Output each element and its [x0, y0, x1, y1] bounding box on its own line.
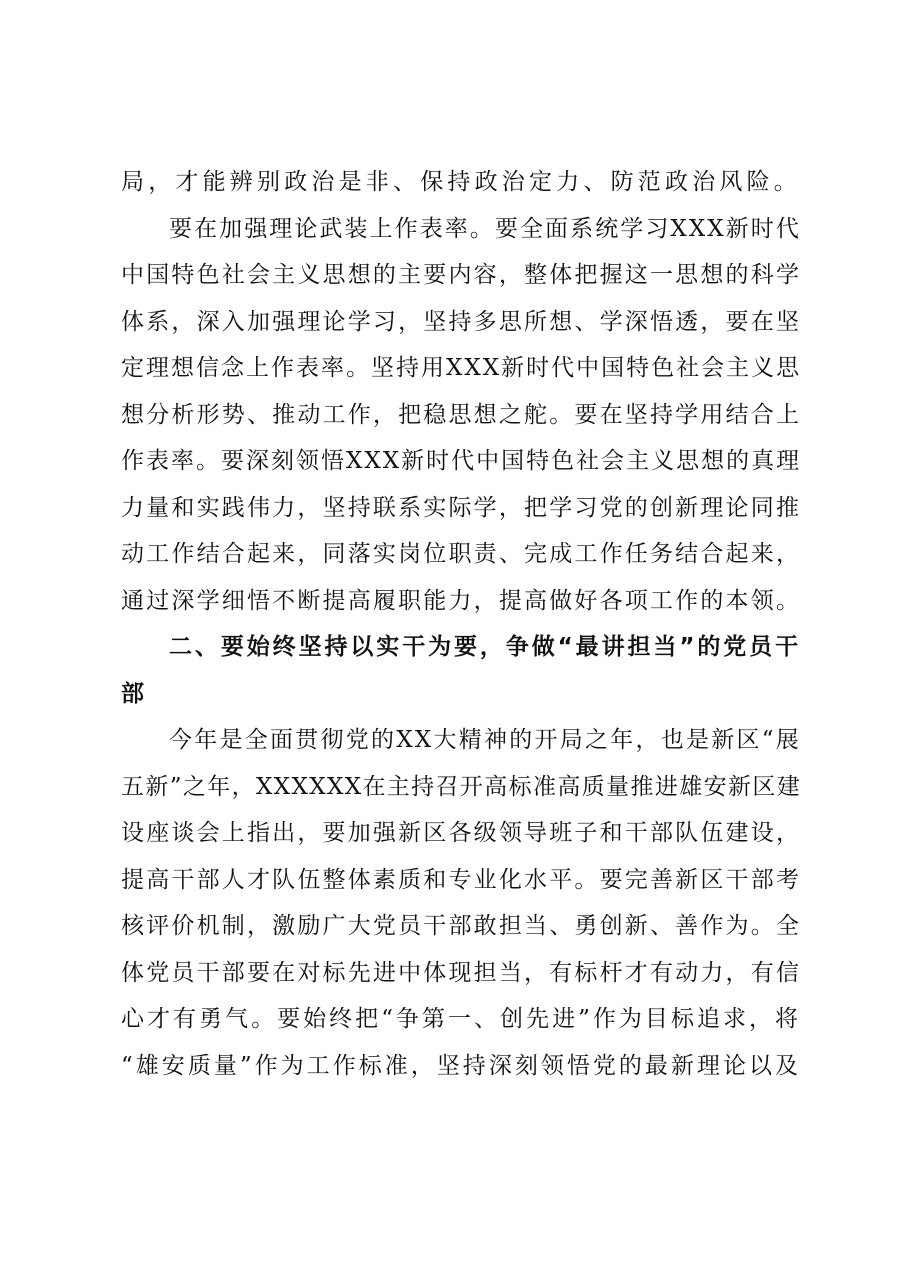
- paragraph-line: 想分析形势、推动工作，把稳思想之舵。要在坚持学用结合上: [121, 401, 802, 428]
- paragraph-line: 定理想信念上作表率。坚持用XXX新时代中国特色社会主义思: [121, 355, 802, 381]
- paragraph-line: 通过深学细悟不断提高履职能力，提高做好各项工作的本领。: [121, 587, 802, 614]
- paragraph-line: 局，才能辨别政治是非、保持政治定力、防范政治风险。: [121, 169, 801, 195]
- paragraph-line: 设座谈会上指出，要加强新区各级领导班子和干部队伍建设，: [121, 820, 802, 846]
- paragraph-line: 力量和实践伟力，坚持联系实际学，把学习党的创新理论同推: [121, 494, 802, 521]
- paragraph-line: 心才有勇气。要始终把“争第一、创先进”作为目标追求，将: [121, 1006, 802, 1032]
- section-heading-line: 二、要始终坚持以实干为要，争做“最讲担当”的党员干: [169, 634, 801, 660]
- paragraph-line: 今年是全面贯彻党的XX大精神的开局之年，也是新区“展: [169, 727, 802, 753]
- paragraph-line: 核评价机制，激励广大党员干部敢担当、勇创新、善作为。全: [121, 913, 802, 939]
- document-body: [121, 159, 801, 1089]
- paragraph-line: 动工作结合起来，同落实岗位职责、完成工作任务结合起来，: [121, 541, 802, 567]
- paragraph-line: “雄安质量”作为工作标准，坚持深刻领悟党的最新理论以及: [121, 1052, 802, 1079]
- paragraph-line: 作表率。要深刻领悟XXX新时代中国特色社会主义思想的真理: [121, 448, 802, 474]
- paragraph-line: 体系，深入加强理论学习，坚持多思所想、学深悟透，要在坚: [121, 308, 802, 335]
- paragraph-line: 要在加强理论武装上作表率。要全面系统学习XXX新时代: [169, 215, 801, 242]
- paragraph-line: 体党员干部要在对标先进中体现担当，有标杆才有动力，有信: [121, 959, 802, 986]
- paragraph-line: 中国特色社会主义思想的主要内容，整体把握这一思想的科学: [121, 262, 802, 288]
- paragraph-line: 五新”之年，XXXXXX在主持召开高标准高质量推进雄安新区建: [121, 773, 802, 800]
- paragraph-line: 提高干部人才队伍整体素质和专业化水平。要完善新区干部考: [121, 866, 802, 893]
- section-heading-line: 部: [121, 680, 144, 707]
